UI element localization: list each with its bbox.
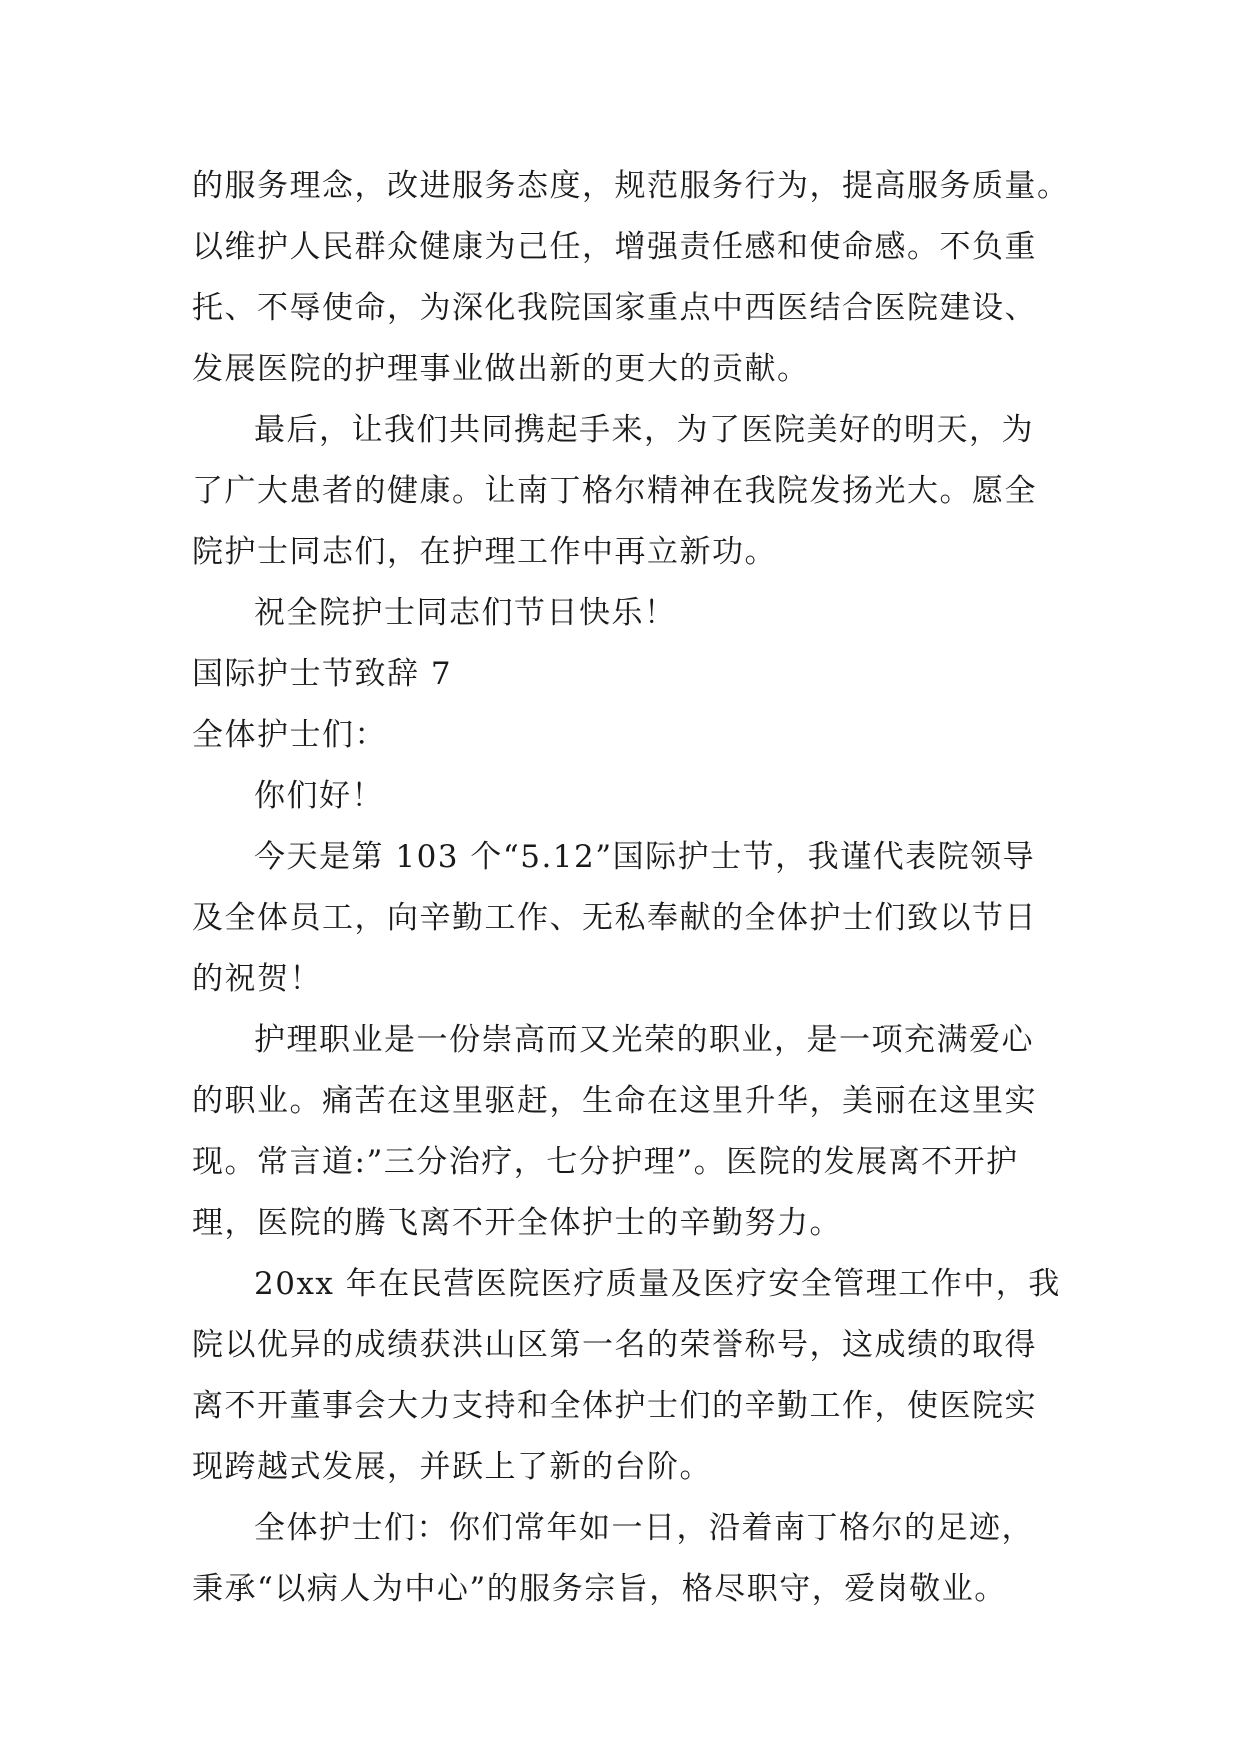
text-line: 全体护士们：你们常年如一日，沿着南丁格尔的足迹， <box>254 1510 1034 1546</box>
document-body <box>192 156 1072 1620</box>
text-line: 现跨越式发展，并跃上了新的台阶。 <box>192 1449 712 1485</box>
text-line: 最后，让我们共同携起手来，为了医院美好的明天，为 <box>254 412 1034 448</box>
section-heading: 国际护士节致辞 7 <box>192 656 453 692</box>
text-line: 的服务理念，改进服务态度，规范服务行为，提高服务质量。 <box>192 168 1070 204</box>
text-line: 理，医院的腾飞离不开全体护士的辛勤努力。 <box>192 1205 842 1241</box>
text-line: 护理职业是一份崇高而又光荣的职业，是一项充满爱心 <box>254 1022 1034 1058</box>
text-line: 的职业。痛苦在这里驱赶，生命在这里升华，美丽在这里实 <box>192 1083 1037 1119</box>
text-line: 发展医院的护理事业做出新的更大的贡献。 <box>192 351 810 387</box>
greeting: 你们好！ <box>254 778 384 814</box>
text-line: 今天是第 103 个“5.12”国际护士节，我谨代表院领导 <box>254 839 1036 875</box>
text-line: 以维护人民群众健康为己任，增强责任感和使命感。不负重 <box>192 229 1037 265</box>
text-line: 现。常言道:”三分治疗，七分护理”。医院的发展离不开护 <box>192 1144 1019 1180</box>
text-line: 及全体员工，向辛勤工作、无私奉献的全体护士们致以节日 <box>192 900 1037 936</box>
text-line: 离不开董事会大力支持和全体护士们的辛勤工作，使医院实 <box>192 1388 1037 1424</box>
text-line: 祝全院护士同志们节日快乐！ <box>254 595 677 631</box>
text-line: 的祝贺！ <box>192 961 322 997</box>
text-line: 院以优异的成绩获洪山区第一名的荣誉称号，这成绩的取得 <box>192 1327 1037 1363</box>
text-line: 了广大患者的健康。让南丁格尔精神在我院发扬光大。愿全 <box>192 473 1037 509</box>
text-line: 托、不辱使命，为深化我院国家重点中西医结合医院建设、 <box>192 290 1037 326</box>
text-line: 院护士同志们，在护理工作中再立新功。 <box>192 534 777 570</box>
salutation: 全体护士们： <box>192 717 387 753</box>
text-line: 秉承“以病人为中心”的服务宗旨，格尽职守，爱岗敬业。 <box>192 1571 1007 1607</box>
text-line: 20xx 年在民营医院医疗质量及医疗安全管理工作中，我 <box>254 1266 1061 1302</box>
